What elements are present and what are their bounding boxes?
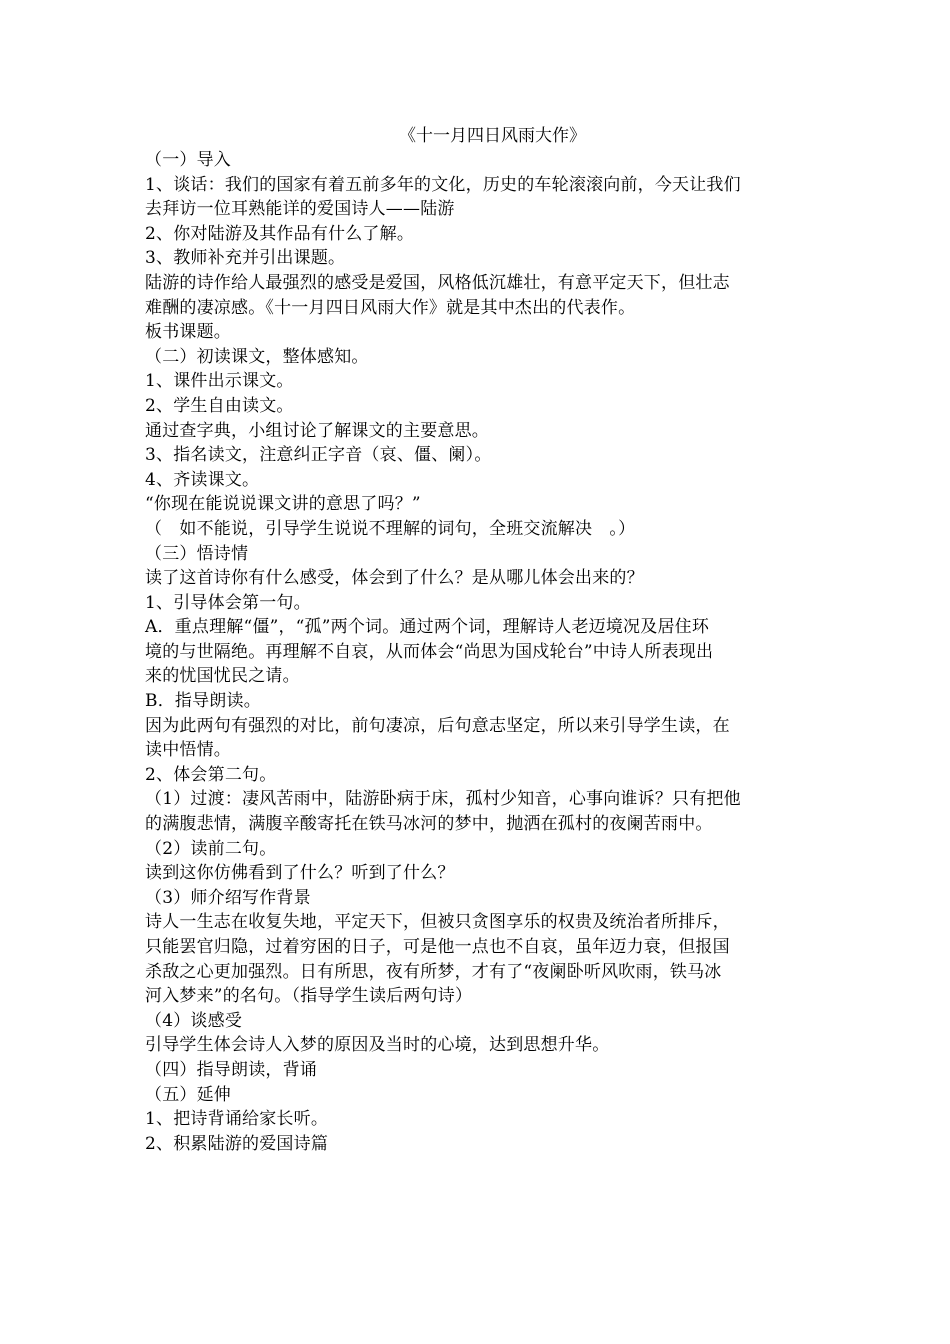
paragraph-line: 读中悟情。 <box>145 740 231 761</box>
paragraph-line: 河入梦来”的名句。（指导学生读后两句诗） <box>145 986 473 1007</box>
paragraph-line: 2、体会第二句。 <box>145 764 277 785</box>
paragraph-line: 去拜访一位耳熟能详的爱国诗人——陆游 <box>145 199 455 220</box>
paragraph-line: 难酬的凄凉感。《十一月四日风雨大作》就是其中杰出的代表作。 <box>145 297 636 318</box>
paragraph-line: 1、课件出示课文。 <box>145 371 294 392</box>
paragraph-line: 3、教师补充并引出课题。 <box>145 248 346 269</box>
paragraph-line: 读了这首诗你有什么感受，体会到了什么？是从哪儿体会出来的？ <box>145 568 644 589</box>
paragraph-line: 1、谈话：我们的国家有着五前多年的文化，历史的车轮滚滚向前，今天让我们 <box>145 174 741 195</box>
paragraph-line: 因为此两句有强烈的对比，前句凄凉，后句意志坚定，所以来引导学生读，在 <box>145 715 730 736</box>
paragraph-line: 境的与世隔绝。再理解不自哀，从而体会“尚思为国戍轮台”中诗人所表现出 <box>145 641 714 662</box>
document-title: 《十一月四日风雨大作》 <box>399 126 586 146</box>
paragraph-line: 1、引导体会第一句。 <box>145 592 311 613</box>
paragraph-line: 诗人一生志在收复失地，平定天下，但被只贪图享乐的权贵及统治者所排斥， <box>145 912 730 933</box>
paragraph-line: （2）读前二句。 <box>145 838 277 859</box>
paragraph-line: 2、学生自由读文。 <box>145 395 294 416</box>
paragraph-line: 通过查字典，小组讨论了解课文的主要意思。 <box>145 420 489 441</box>
paragraph-line: A．重点理解“僵”，“孤”两个词。通过两个词，理解诗人老迈境况及居住环 <box>145 617 710 638</box>
paragraph-line: 板书课题。 <box>145 322 231 343</box>
paragraph-line: 读到这你仿佛看到了什么？听到了什么？ <box>145 863 455 884</box>
paragraph-line: 3、指名读文，注意纠正字音（哀、僵、阑）。 <box>145 445 492 466</box>
paragraph-line: 只能罢官归隐，过着穷困的日子，可是他一点也不自哀，虽年迈力衰，但报国 <box>145 937 730 957</box>
paragraph-line: （4）谈感受 <box>145 1010 243 1031</box>
document-body <box>145 148 810 1156</box>
paragraph-line: 来的忧国忧民之请。 <box>145 666 300 687</box>
paragraph-line: B．指导朗读。 <box>145 691 261 712</box>
section-heading: （一）导入 <box>145 150 231 170</box>
paragraph-line: “你现在能说说课文讲的意思了吗？” <box>145 494 421 515</box>
document-page <box>145 124 810 1156</box>
paragraph-line: 的满腹悲情，满腹辛酸寄托在铁马冰河的梦中，抛洒在孤村的夜阑苦雨中。 <box>145 814 713 835</box>
paragraph-line: 陆游的诗作给人最强烈的感受是爱国，风格低沉雄壮，有意平定天下，但壮志 <box>145 272 730 293</box>
paragraph-line: （1）过渡：凄风苦雨中，陆游卧病于床，孤村少知音，心事向谁诉？只有把他 <box>145 789 741 810</box>
paragraph-line: 2、你对陆游及其作品有什么了解。 <box>145 223 415 244</box>
paragraph-line: （ 如不能说，引导学生说说不理解的词句，全班交流解决 。） <box>145 518 636 539</box>
section-heading: （三）悟诗情 <box>145 543 249 564</box>
paragraph-line: 1、把诗背诵给家长听。 <box>145 1109 329 1130</box>
paragraph-line: 4、齐读课文。 <box>145 469 260 490</box>
paragraph-line: 引导学生体会诗人入梦的原因及当时的心境，达到思想升华。 <box>145 1035 610 1056</box>
paragraph-line: 杀敌之心更加强烈。日有所思，夜有所梦，才有了“夜阑卧听风吹雨，铁马冰 <box>145 961 722 982</box>
paragraph-line: 2、积累陆游的爱国诗篇 <box>145 1133 329 1154</box>
paragraph-line: （3）师介绍写作背景 <box>145 887 311 908</box>
section-heading: （二）初读课文，整体感知。 <box>145 346 369 367</box>
section-heading: （五）延伸 <box>145 1084 231 1105</box>
section-heading: （四）指导朗读，背诵 <box>145 1059 317 1080</box>
